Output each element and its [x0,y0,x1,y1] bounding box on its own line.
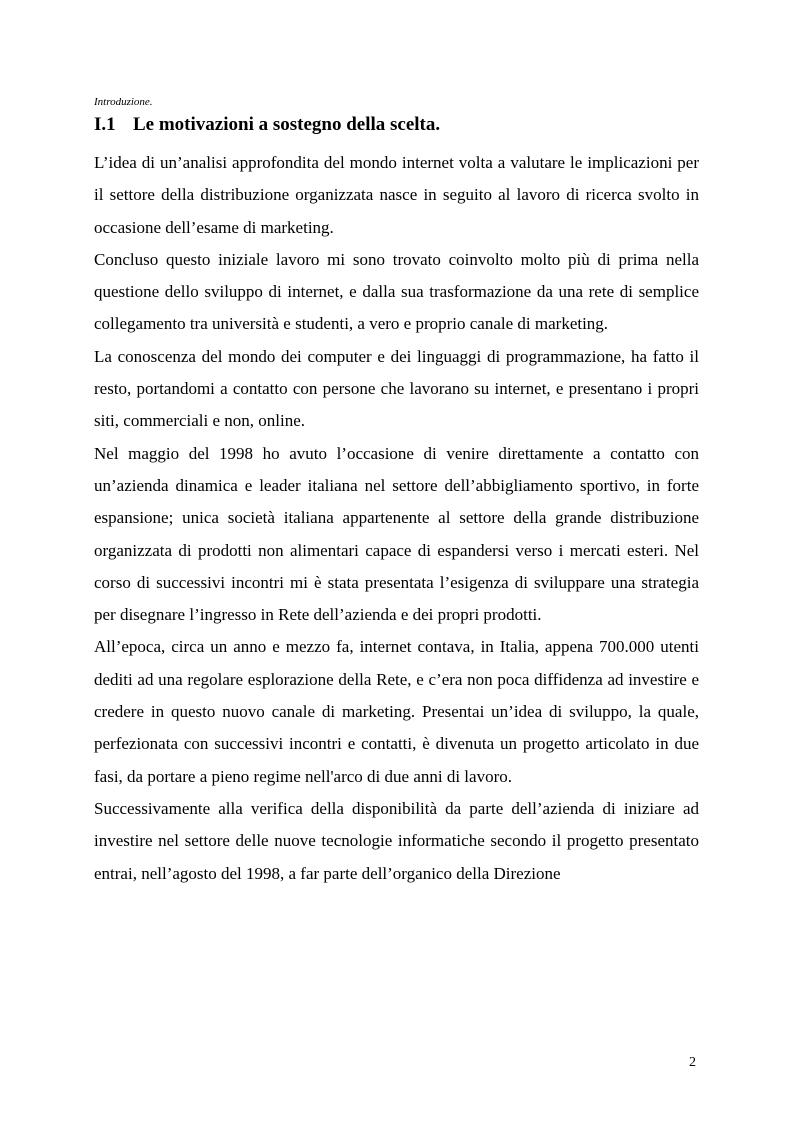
paragraph-4: Nel maggio del 1998 ho avuto l’occasione di venire direttamente a contatto con un’azienda dinamica e leader italiana nel settore dell’abbigliamento sportivo, in forte espansione; unica società italiana appartenente al settore della grande distribuzione organizzata di prodotti non alimentari capace di espandersi verso i mercati esteri. Nel corso di successivi incontri mi è stata presentata l’esigenza di sviluppare una strategia per disegnare l’ingresso in Rete dell’azienda e dei propri prodotti. [94,443,699,625]
paragraph-3: La conoscenza del mondo dei computer e dei linguaggi di programmazione, ha fatto il resto, portandomi a contatto con persone che lavorano su internet, e presentano i propri siti, commerciali e non, online. [94,346,699,431]
paragraph-2: Concluso questo iniziale lavoro mi sono trovato coinvolto molto più di prima nella questione dello sviluppo di internet, e dalla sua trasformazione da una rete di semplice collegamento tra università e studenti, a vero e proprio canale di marketing. [94,249,699,334]
section-number: I.1 [94,114,116,135]
section-title: Le motivazioni a sostegno della scelta. [133,114,441,135]
paragraph-6: Successivamente alla verifica della disponibilità da parte dell’azienda di iniziare ad investire nel settore delle nuove tecnologie informatiche secondo il progetto presentato entrai, nell’agosto del 1998, a far parte dell’organico della Direzione [94,798,699,883]
body-text [94,147,699,890]
running-head: Introduzione. [94,96,153,108]
paragraph-5: All’epoca, circa un anno e mezzo fa, internet contava, in Italia, appena 700.000 utenti dediti ad una regolare esplorazione della Rete, e c’era non poca diffidenza ad investire e credere in questo nuovo canale di marketing. Presentai un’idea di sviluppo, la quale, perfezionata con successivi incontri e contatti, è divenuta un progetto articolato in due fasi, da portare a pieno regime nell'arco di due anni di lavoro. [94,637,699,786]
page-number: 2 [689,1055,696,1070]
document-page [94,95,699,890]
paragraph-1: L’idea di un’analisi approfondita del mondo internet volta a valutare le implicazioni per il settore della distribuzione organizzata nasce in seguito al lavoro di ricerca svolto in occasione dell’esame di marketing. [94,153,699,237]
section-heading [94,114,699,136]
